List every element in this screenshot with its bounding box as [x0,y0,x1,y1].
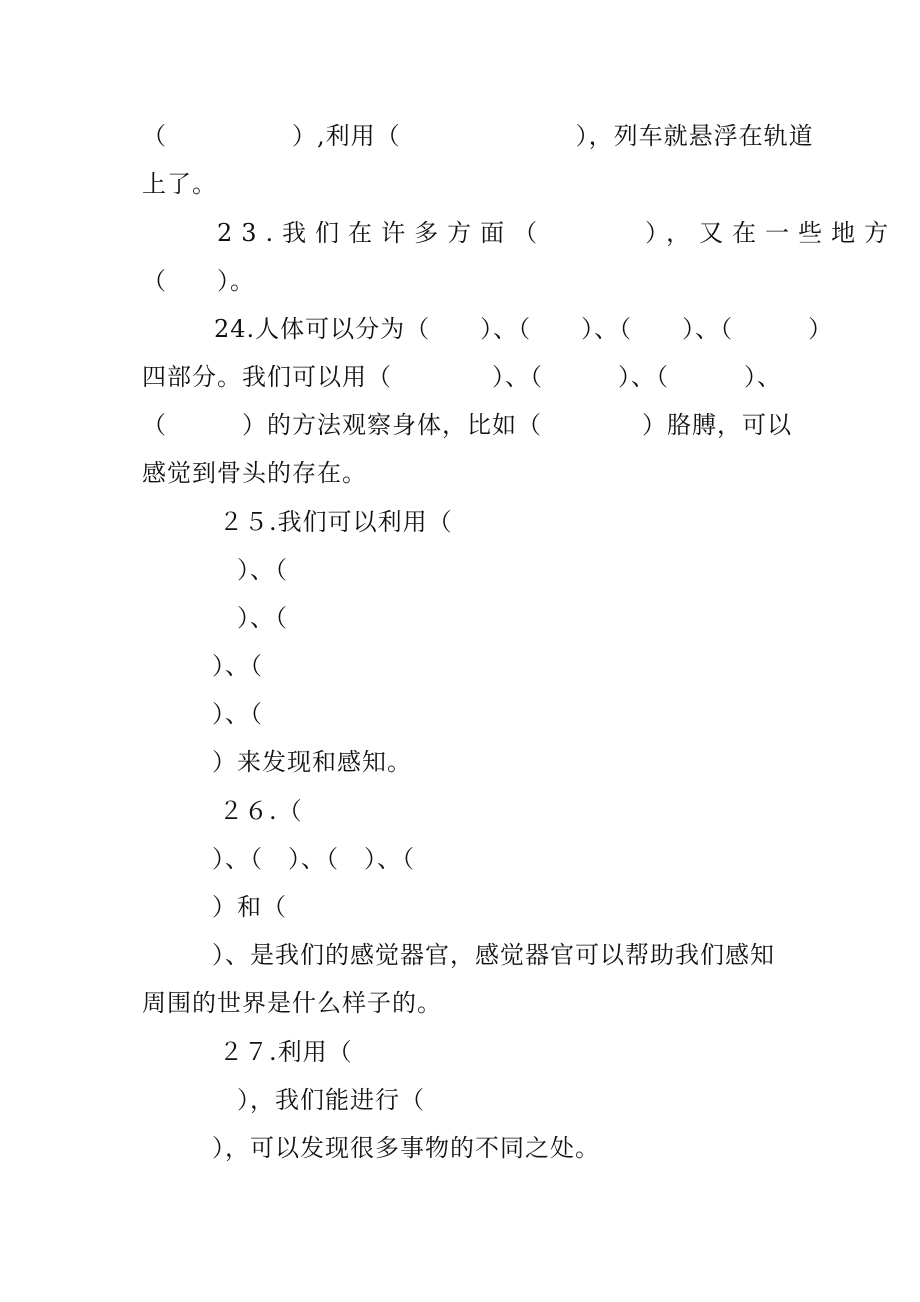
q22-line-3: 上了。 [142,170,217,198]
q26-line-2: ）、（ ）、（ ）、（ [212,845,415,873]
q27-line-3: ），可以发现很多事物的不同之处。 [212,1134,600,1162]
q24-line-3: （ ）的方法观察身体，比如（ ）胳膊，可以 [142,411,792,439]
q27-line-1: ２７.利用（ [219,1038,353,1066]
q25-line-3: ）、（ [237,604,288,632]
q25-line-5: ）、（ [212,700,263,728]
q24-line-4: 感觉到骨头的存在。 [142,459,367,487]
q26-line-5: 周围的世界是什么样子的。 [142,989,442,1017]
q26-line-1: ２６.（ [219,797,303,825]
q25-line-6: ）来发现和感知。 [212,748,412,776]
q27-line-2: ），我们能进行（ [237,1086,425,1114]
q25-line-4: ）、（ [212,652,263,680]
q23-line-2: （ ）。 [142,267,255,295]
q25-line-1: ２５.我们可以利用（ [219,508,453,536]
q25-line-2: ）、（ [237,556,288,584]
q23-line-1: 23.我们在许多方面（ ），又在一些地方 [217,219,898,247]
q24-line-2: 四部分。我们可以用（ ）、（ ）、（ ）、 [142,363,782,391]
q26-line-3: ）和（ [212,893,287,921]
q24-line-1: 24.人体可以分为（ ）、（ ）、（ ）、（ ） [214,315,834,343]
q22-line-2: （ ）,利用（ ），列车就悬浮在轨道 [142,122,814,150]
q26-line-4: ）、是我们的感觉器官，感觉器官可以帮助我们感知 [212,941,775,969]
